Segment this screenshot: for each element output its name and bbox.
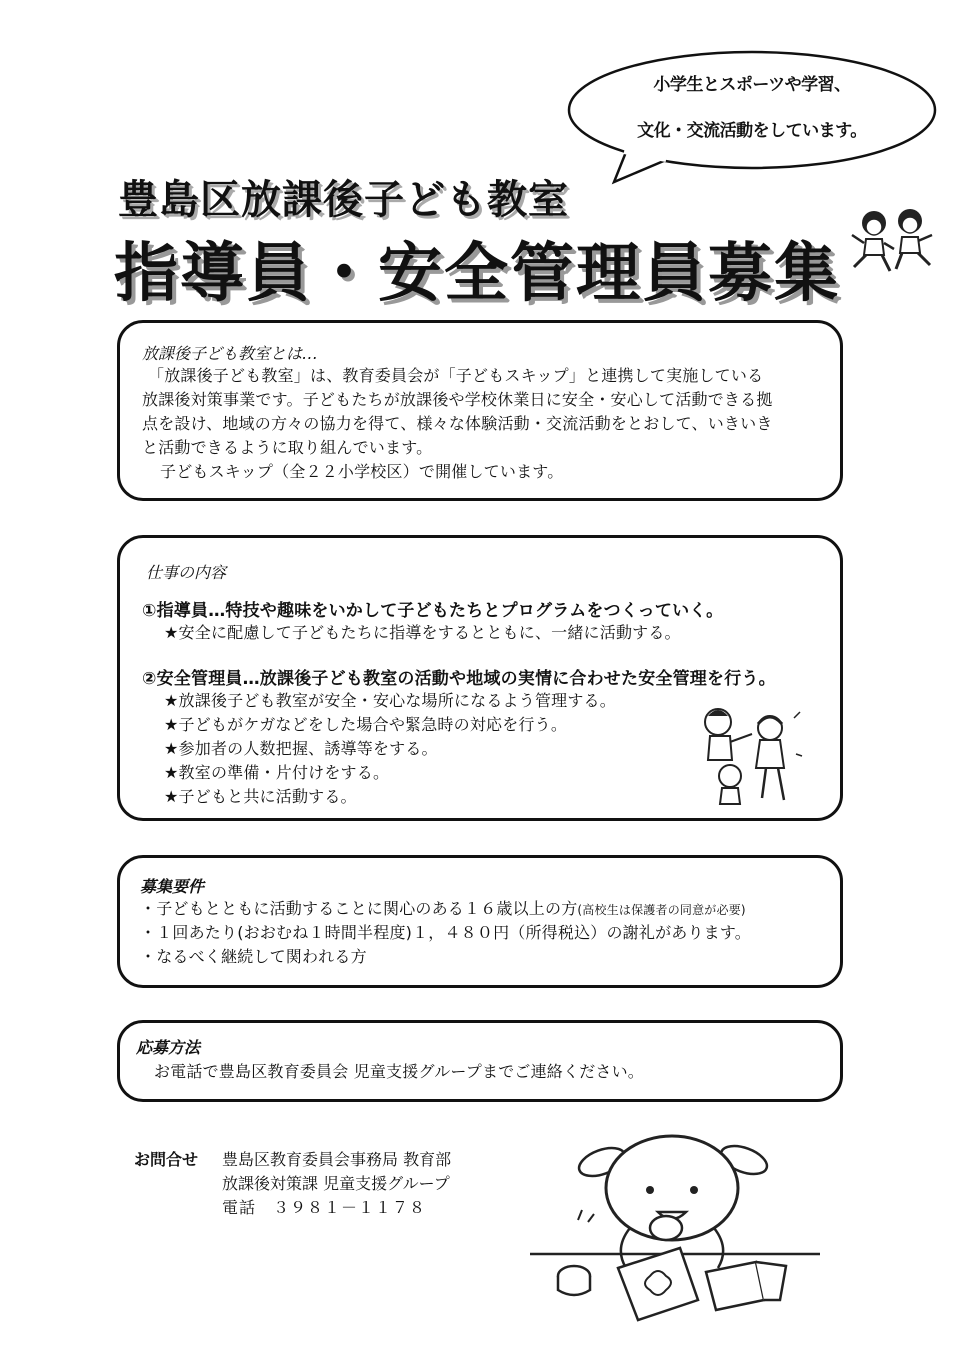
title-line1: 豊島区放課後子ども教室: [118, 177, 569, 223]
about-line: 放課後対策事業です。子どもたちが放課後や学校休業日に安全・安心して活動できる拠: [142, 390, 773, 409]
work-item2-detail: ★子どもがケガなどをした場合や緊急時の対応を行う。: [164, 715, 568, 734]
requirements-section: [117, 855, 843, 988]
title-line2: 指導員・安全管理員募集: [114, 237, 840, 311]
about-line: と活動できるように取り組んでいます。: [142, 438, 433, 457]
kids-playing-illustration: [696, 698, 806, 810]
contact-line1: 豊島区教育委員会事務局 教育部: [222, 1150, 452, 1169]
requirements-line2: ・１回あたり(おおむね１時間半程度)１，４８０円（所得税込）の謝礼があります。: [140, 923, 752, 942]
work-item1-detail: ★安全に配慮して子どもたちに指導をするとともに、一緒に活動する。: [164, 623, 681, 642]
requirements-line1: [140, 896, 746, 919]
work-item2-detail: ★子どもと共に活動する。: [164, 787, 357, 806]
apply-section: [117, 1020, 843, 1102]
contact-phone: 電話 ３９８１－１１７８: [222, 1198, 427, 1217]
bubble-text-line1: 小学生とスポーツや学習、: [653, 75, 851, 95]
requirements-line1-main: ・子どもとともに活動することに関心のある１６歳以上の方: [140, 899, 578, 918]
work-heading: 仕事の内容: [146, 563, 227, 582]
about-line: 点を設け、地域の方々の協力を得て、様々な体験活動・交流活動をとおして、いきいき: [142, 414, 773, 433]
bubble-text-line2: 文化・交流活動をしています。: [637, 121, 867, 141]
work-item1-title: ①指導員…特技や趣味をいかして子どもたちとプログラムをつくっていく。: [142, 601, 724, 621]
about-line: 「放課後子ども教室」は、教育委員会が「子どもスキップ」と連携して実施している: [148, 366, 764, 385]
apply-line: お電話で豊島区教育委員会 児童支援グループまでご連絡ください。: [154, 1062, 645, 1081]
work-item2-detail: ★教室の準備・片付けをする。: [164, 763, 390, 782]
requirements-heading: 募集要件: [140, 877, 205, 896]
requirements-line1-note: (高校生は保護者の同意が必要): [577, 903, 746, 917]
girl-crafting-illustration: [530, 1128, 820, 1328]
work-item2-title: ②安全管理員…放課後子ども教室の活動や地域の実情に合わせた安全管理を行う。: [142, 669, 776, 689]
work-section: [117, 535, 843, 821]
work-item2-detail: ★参加者の人数把握、誘導等をする。: [164, 739, 438, 758]
apply-heading: 応募方法: [136, 1038, 201, 1057]
contact-line2: 放課後対策課 児童支援グループ: [222, 1174, 450, 1193]
contact-label: お問合せ: [134, 1150, 199, 1169]
about-line: 子どもスキップ（全２２小学校区）で開催しています。: [160, 462, 564, 481]
work-item2-detail: ★放課後子ども教室が安全・安心な場所になるよう管理する。: [164, 691, 616, 710]
speech-bubble: [566, 48, 938, 172]
about-section: [117, 320, 843, 501]
about-heading: 放課後子ども教室とは…: [142, 344, 319, 363]
requirements-line3: ・なるべく継続して関われる方: [140, 947, 367, 966]
running-kids-illustration: [846, 205, 938, 277]
